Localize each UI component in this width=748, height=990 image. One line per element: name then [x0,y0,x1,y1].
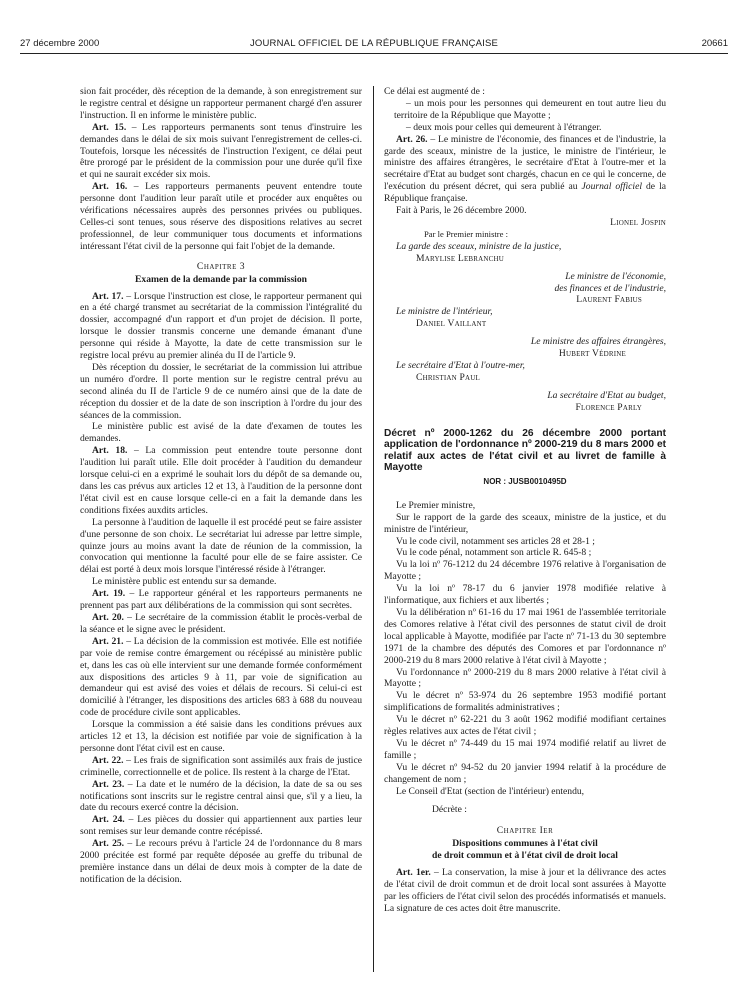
chapter-3-title: Examen de la demande par la commission [135,273,307,285]
article-text: – Les frais de signification sont assimilés aux frais de justice criminelle, correctionnelle et de police. Ils restent à la charge de l'Etat. [80,754,362,778]
signatory-title: Le secrétaire d'Etat à l'outre-mer, [396,359,525,371]
article-1 [384,867,666,915]
signatory-name: Marylise Lebranchu [416,252,505,264]
decree-title: Décret nº 2000-1262 du 26 décembre 2000 portant application de l'ordonnance nº 2000-219 du 8 mars 2000 et relatif aux actes de l'état civil et au livret de famille à Mayotte [384,427,666,474]
paragraph: Le ministère public est entendu sur sa demande. [92,576,277,588]
article-22 [80,755,362,779]
article-label: Art. 22. [92,754,124,766]
article-18 [80,445,362,516]
done-at-paris: Fait à Paris, le 26 décembre 2000. [396,205,527,217]
header-rule [20,53,728,54]
article-text: – Les rapporteurs permanents peuvent entendre toute personne dont l'audition leur paraît utile et procéder aux enquêtes ou vérifications nécessaires auprès des personnes privées ou publiques. Celles-ci sont tenues, sous réserve des dispositions relatives au secret professionnel, de leur communiquer tous documents et informations intéressant l'état civil de la personne qui fait l'objet de la demande. [80,181,362,252]
signatory-title: Le ministre des affaires étrangères, [530,336,666,348]
paragraph: Sur le rapport de la garde des sceaux, ministre de la justice, et du ministre de l'intérieur, [384,511,666,535]
right-column [384,86,666,915]
article-15 [80,122,362,182]
paragraph: La personne à l'audition de laquelle il est procédé peut se faire assister d'une personne de son choix. Le secrétariat lui adresse par lettre simple, quinze jours au moins avant la date de réunion de la commission, la convocation qui mentionne la faculté pour elle de se faire assister. Ce délai est porté à deux mois lorsque l'intéressé réside à l'étranger. [80,516,362,576]
article-text: – Le ministre de l'économie, des finances et de l'industrie, la garde des sceaux, ministre de la justice, le ministre de l'intérieur, le ministre des affaires étrangères, le secrétaire d'Etat à l'outre-mer et la secrétaire d'Etat au budget sont chargés, chacun en ce qui le concerne, de l'exécution du présent décret, qui sera publié au [384,133,667,193]
chapter-3-heading: Chapitre 3 [196,260,246,272]
paragraph: Lorsque la commission a été saisie dans les conditions prévues aux articles 12 et 13, la décision est notifiée par voie de signification à la personne dont l'état civil est en cause. [80,719,362,754]
header-page-number: 20661 [701,38,728,49]
visa: Vu la loi nº 76-1212 du 24 décembre 1976 relative à l'organisation de Mayotte ; [384,559,666,583]
article-text: – Les rapporteurs permanents sont tenus d'instruire les demandes dans le délai de six mois suivant l'enregistrement de celles-ci. Toutefois, lorsque les nécessités de l'instruction l'exigent, ce délai peut être prorogé par le président de la commission pour une durée qu'il fixe et qui ne saurait excéder six mois. [80,121,362,181]
article-text: de la République française. [384,181,666,205]
article-text: – Le recours prévu à l'article 24 de l'ordonnance du 8 mars 2000 précitée est formé par requête déposée au greffe du tribunal de première instance dans un délai de deux mois à compter de la date de notification de la décision. [80,838,362,885]
visa: Vu le code civil, notamment ses articles 28 et 28-1 ; [396,535,595,547]
article-label: Art. 26. [396,133,428,145]
signatory-name: Hubert Védrine [558,348,626,360]
header-journal-title: JOURNAL OFFICIEL DE LA RÉPUBLIQUE FRANÇAISE [249,38,499,49]
signatory-title: des finances et de l'industrie, [554,282,666,294]
list-item: – un mois pour les personnes qui demeurent en tout autre lieu du territoire de la République que Mayotte ; [394,97,666,121]
article-25 [80,838,362,886]
article-21 [80,636,362,719]
article-label: Art. 1er. [396,867,431,879]
paragraph: Le Premier ministre, [396,499,476,511]
signatory-title: Le ministre de l'économie, [565,270,666,282]
article-label: Art. 23. [92,778,125,790]
paragraph: Dès réception du dossier, le secrétariat de la commission lui attribue un numéro d'ordre. Il porte mention sur le registre central prévu au second alinéa du II de l'article 9 de ce numéro ainsi que de la date de réception du dossier et de la date de son inscription à l'ordre du jour des séances de la commission. [80,361,362,421]
article-text: – La décision de la commission est motivée. Elle est notifiée par voie de remise contre émargement ou récépissé au ministère public et, dans les cas où elle intervient sur une demande formée conformément aux dispositions des articles 9 à 11, par voie de signification au demandeur qui est avisé des voies et délais de recours. Si celui-ci est domicilié à l'étranger, les dispositions des articles 683 à 688 du nouveau code de procédure civile sont applicables. [80,635,362,719]
visa: Vu l'ordonnance nº 2000-219 du 8 mars 2000 relative à l'état civil à Mayotte ; [384,666,666,690]
signatory-name: Daniel Vaillant [416,318,487,330]
signature-intro: Par le Premier ministre : [424,228,509,239]
article-label: Art. 20. [92,611,124,623]
visa: Vu le décret nº 62-221 du 3 août 1962 modifié modifiant certaines règles relatives aux actes de l'état civil ; [384,714,666,738]
visa: Vu le code pénal, notamment son article R. 645-8 ; [396,547,592,559]
column-divider [373,86,374,972]
article-text: – Le secrétaire de la commission établit le procès-verbal de la séance et le signe avec le président. [80,611,363,635]
nor-reference: NOR : JUSB0010495D [483,476,567,486]
journal-officiel-ref: Journal officiel [581,181,643,193]
visa: Vu la loi nº 78-17 du 6 janvier 1978 modifiée relative à l'informatique, aux fichiers et aux libertés ; [384,583,666,607]
article-label: Art. 21. [92,635,124,647]
visa: Vu le décret nº 74-449 du 15 mai 1974 modifié relatif au livret de famille ; [384,737,666,761]
article-label: Art. 18. [92,445,128,457]
article-26 [384,134,666,205]
chapter-1-title: de droit commun et à l'état civil de droit local [432,850,618,862]
page-header [20,38,728,52]
signatory-title: La secrétaire d'Etat au budget, [547,389,666,401]
article-text: – La date et le numéro de la décision, la date de sa ou ses notifications sont inscrits sur le registre central ainsi que, s'il y a lieu, la date du recours exercé contre la décision. [80,778,363,814]
left-column [80,86,362,886]
article-label: Art. 17. [92,290,124,302]
visa: Vu le décret nº 53-974 du 26 septembre 1953 modifié portant simplifications de formalités administratives ; [384,690,666,714]
list-item: – deux mois pour celles qui demeurent à l'étranger. [406,121,602,133]
visa: Vu la délibération nº 61-16 du 17 mai 1961 de l'assemblée territoriale des Comores relative à l'état civil des personnes de statut civil de droit local applicable à Mayotte, modifiée par l'acte nº 71-13 du 30 septembre 1971 de la chambre des députés des Comores et par l'ordonnance nº 2000-219 du 8 mars 2000 relative à l'état civil à Mayotte ; [384,607,666,666]
paragraph: Ce délai est augmenté de : [384,86,485,97]
article-23 [80,779,362,815]
article-17 [80,291,362,362]
signatory-title: La garde des sceaux, ministre de la justice, [396,240,562,252]
article-text: – Les pièces du dossier qui appartiennent aux parties leur sont remises sur leur demande contre récépissé. [80,814,362,838]
article-16 [80,181,362,252]
article-19 [80,588,362,612]
visa: Vu le décret nº 94-52 du 20 janvier 1994 relatif à la procédure de changement de nom ; [384,761,666,785]
signatory-title: Le ministre de l'intérieur, [396,306,493,318]
signatory-name: Florence Parly [575,401,642,413]
article-label: Art. 16. [92,181,128,193]
decrees: Décrète : [432,803,467,815]
chapter-1-title: Dispositions communes à l'état civil [452,838,598,850]
paragraph: Le ministère public est avisé de la date d'examen de toutes les demandes. [80,421,362,445]
article-text: – La conservation, la mise à jour et la délivrance des actes de l'état civil de droit commun et de droit local sont assurées à Mayotte par les officiers de l'état civil selon des procédés informatisés et manuels. La signature de ces actes doit être manuscrite. [384,867,666,914]
article-label: Art. 24. [92,814,125,826]
article-text: – Le rapporteur général et les rapporteurs permanents ne prennent pas part aux délibérations de la commission qui sont secrètes. [80,588,363,612]
article-24 [80,814,362,838]
signatory-name: Laurent Fabius [576,294,642,306]
article-label: Art. 25. [92,838,125,850]
visa: Le Conseil d'Etat (section de l'intérieur) entendu, [396,785,585,797]
article-label: Art. 19. [92,588,126,600]
header-date: 27 décembre 2000 [20,38,100,49]
signatory-name: Christian Paul [416,371,480,383]
signature-prime-minister: Lionel Jospin [610,216,666,228]
article-label: Art. 15. [92,121,127,133]
article-20 [80,612,362,636]
chapter-1-heading: Chapitre Ier [496,825,554,837]
paragraph: sion fait procéder, dès réception de la demande, à son enregistrement sur le registre central et désigne un rapporteur permanent chargé d'en assurer l'instruction. Il en informe le ministère public. [80,86,362,121]
article-text: – La commission peut entendre toute personne dont l'audition lui paraît utile. Elle doit procéder à l'audition du demandeur lorsque celui-ci en a exprimé le souhait lors du dépôt de sa demande ou, dans les cas prévus aux articles 12 et 13, à l'audition de la personne dont l'état civil est en cause lorsque celle-ci en a fait la demande dans les conditions fixées auxdits articles. [80,445,363,516]
article-text: – Lorsque l'instruction est close, le rapporteur permanent qui en a été chargé transmet au secrétariat de la commission l'intégralité du dossier, accompagné d'un rapport et d'un projet de décision. Il porte, lorsque le dossier transmis concerne une demande émanant d'une personne qui réside à Mayotte, la date de cette transmission sur le registre local prévu au premier alinéa du II de l'article 9. [80,290,362,362]
